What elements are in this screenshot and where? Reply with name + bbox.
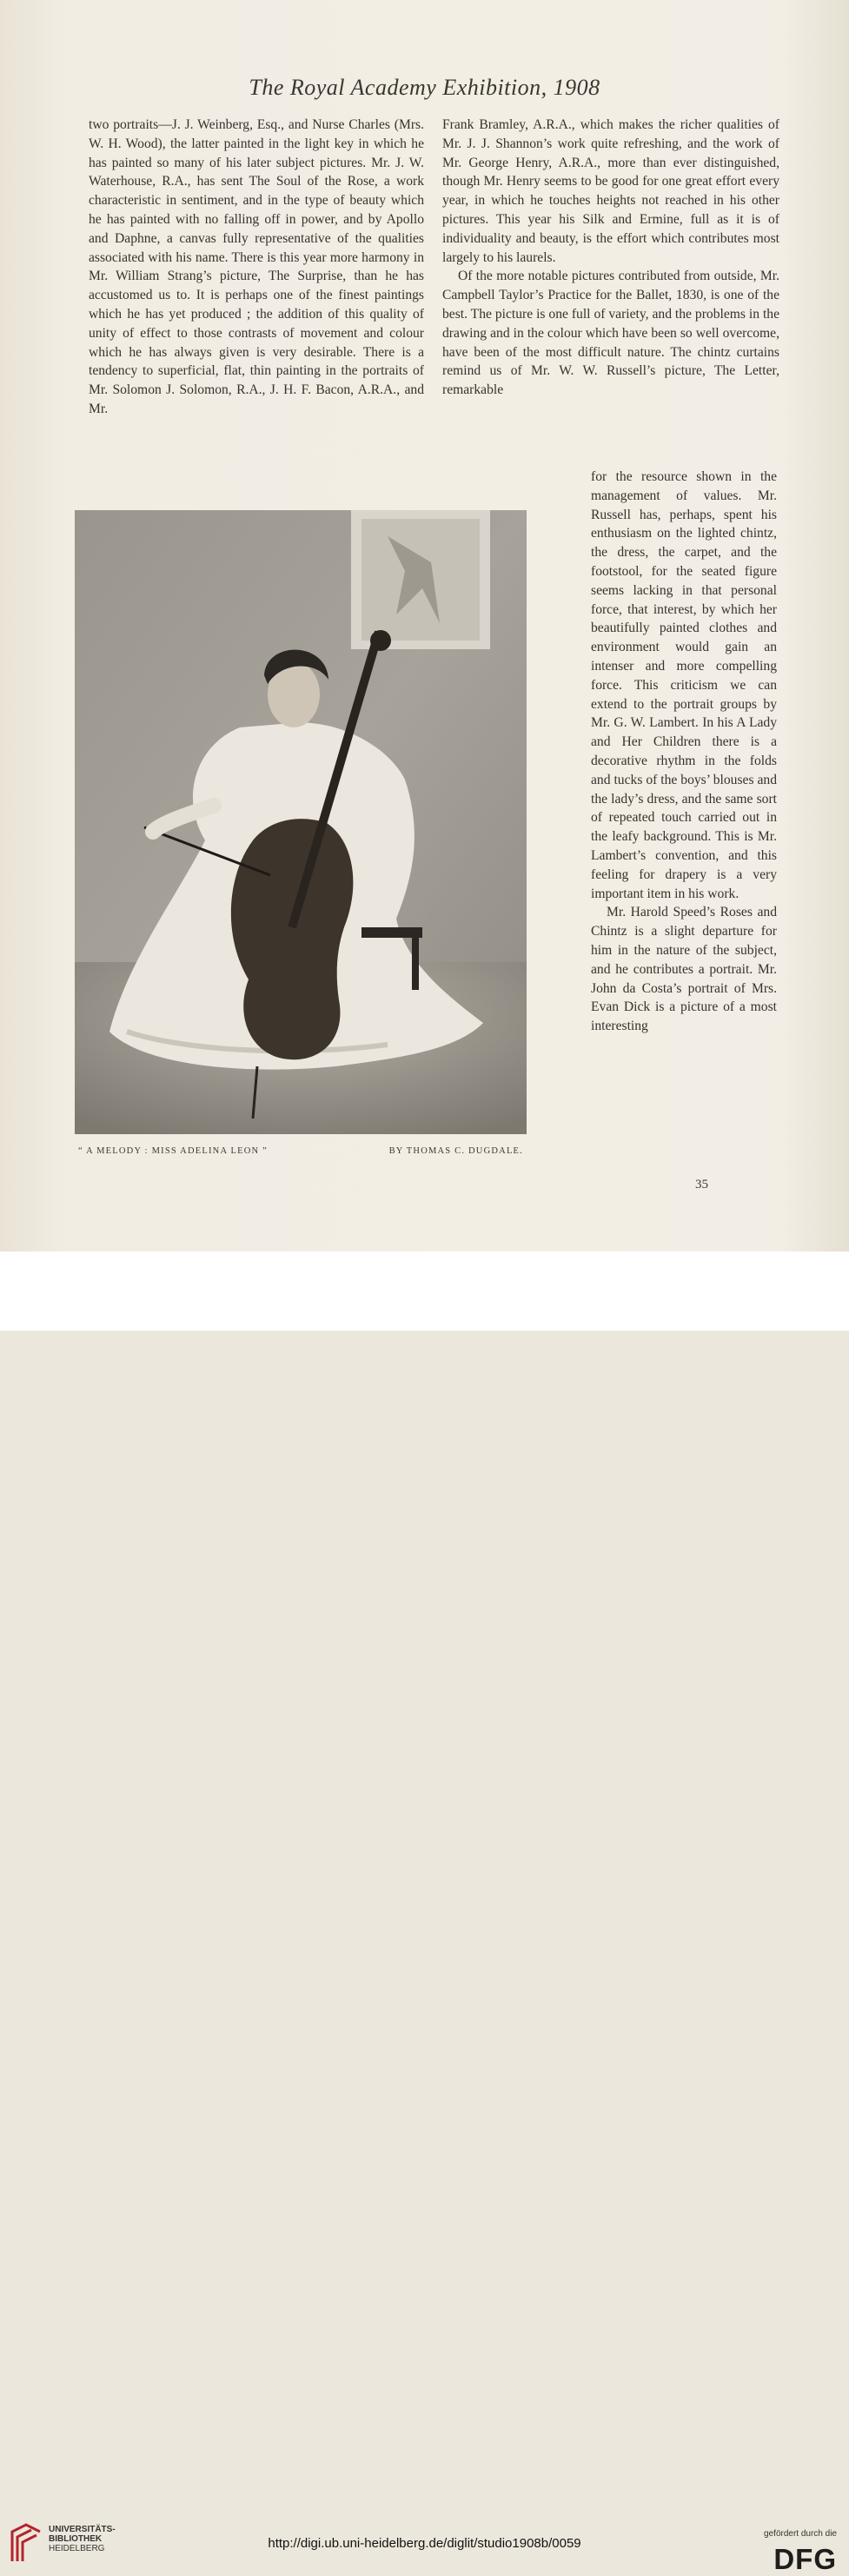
page-number: 35	[695, 1178, 708, 1192]
dfg-logo: DFG	[773, 2543, 837, 2575]
right-column-narrow	[591, 468, 777, 1036]
cellist-photograph	[75, 510, 527, 1134]
journal-page	[0, 0, 849, 1251]
right-paragraph-2: Of the more notable pictures contributed from outside, Mr. Campbell Taylor’s Practice for the Ballet, 1830, is one of the best. The picture is one full of variety, and the problems in the drawing and in the colour which have been so well overcome, have been of the most difficult nature. The chintz curtains remind us of Mr. W. W. Russell’s picture, The Letter, remarkable	[442, 269, 779, 398]
library-line-1: UNIVERSITÄTS-	[49, 2525, 116, 2534]
right-column-top	[442, 116, 779, 400]
left-column	[89, 116, 424, 419]
footer-bar	[0, 1251, 849, 2575]
narrow-paragraph-2: Mr. Harold Speed’s Roses and Chintz is a slight departure for him in the nature of the subject, and he contributes a portrait. Mr. John da Costa’s portrait of Mrs. Evan Dick is a picture of a most interesting	[591, 905, 777, 1034]
caption-artist: BY THOMAS C. DUGDALE.	[388, 1146, 523, 1156]
library-line-3: HEIDELBERG	[49, 2544, 105, 2553]
funded-by-label: gefördert durch die	[764, 2529, 837, 2539]
right-paragraph-1: Frank Bramley, A.R.A., which makes the richer qualities of Mr. J. J. Shannon’s work quite refreshing, and the work of Mr. George Henry, A.R.A., more than ever distinguished, though Mr. Henry seems to be good for one great effort every year, in which he touches heights not reached in his other pictures. This year his Silk and Ermine, full as it is of individuality and beauty, is the effort which contributes most largely to his laurels.	[442, 117, 779, 265]
caption-title: “ A MELODY : MISS ADELINA LEON ”	[78, 1146, 268, 1156]
permalink-url[interactable]: http://digi.ub.uni-heidelberg.de/diglit/studio1908b/0059	[268, 2536, 581, 2551]
narrow-paragraph-1: for the resource shown in the management of values. Mr. Russell has, perhaps, spent his enthusiasm on the lighted chintz, the dress, the carpet, and the footstool, for the seated figure seems lacking in that personal force, that interest, by which her beautifully painted clothes and environment would gain an intenser and more compelling force. This criticism we can extend to the portrait groups by Mr. G. W. Lambert. In his A Lady and Her Children there is a decorative rhythm in the folds and tucks of the boys’ blouses and the lady’s dress, and the same sort of repeated touch carried out in the leafy background. This is Mr. Lambert’s convention, and this feeling for drapery is a very important item in his work.	[591, 469, 777, 901]
left-paragraph: two portraits—J. J. Weinberg, Esq., and Nurse Charles (Mrs. W. H. Wood), the latter painted in the light key in which he has painted so many of his later subject pictures. Mr. J. W. Waterhouse, R.A., has sent The Soul of the Rose, a work characteristic in sentiment, and in the type of beauty which he has painted with no falling off in power, and by Apollo and Daphne, a canvas fully representative of the qualities associated with his name. There is this year more harmony in Mr. William Strang’s picture, The Surprise, than he has accustomed us to. It is perhaps one of the finest paintings which he has yet produced ; the addition of this quality of unity of effect to those contrasts of movement and colour which he has always given is very desirable. There is a tendency to superficial, flat, thin painting in the portraits of Mr. Solomon J. Solomon, R.A., J. H. F. Bacon, A.R.A., and Mr.	[89, 117, 424, 416]
painting-illustration	[75, 510, 527, 1134]
running-title: The Royal Academy Exhibition, 1908	[249, 75, 600, 100]
library-line-2: BIBLIOTHEK	[49, 2534, 103, 2544]
